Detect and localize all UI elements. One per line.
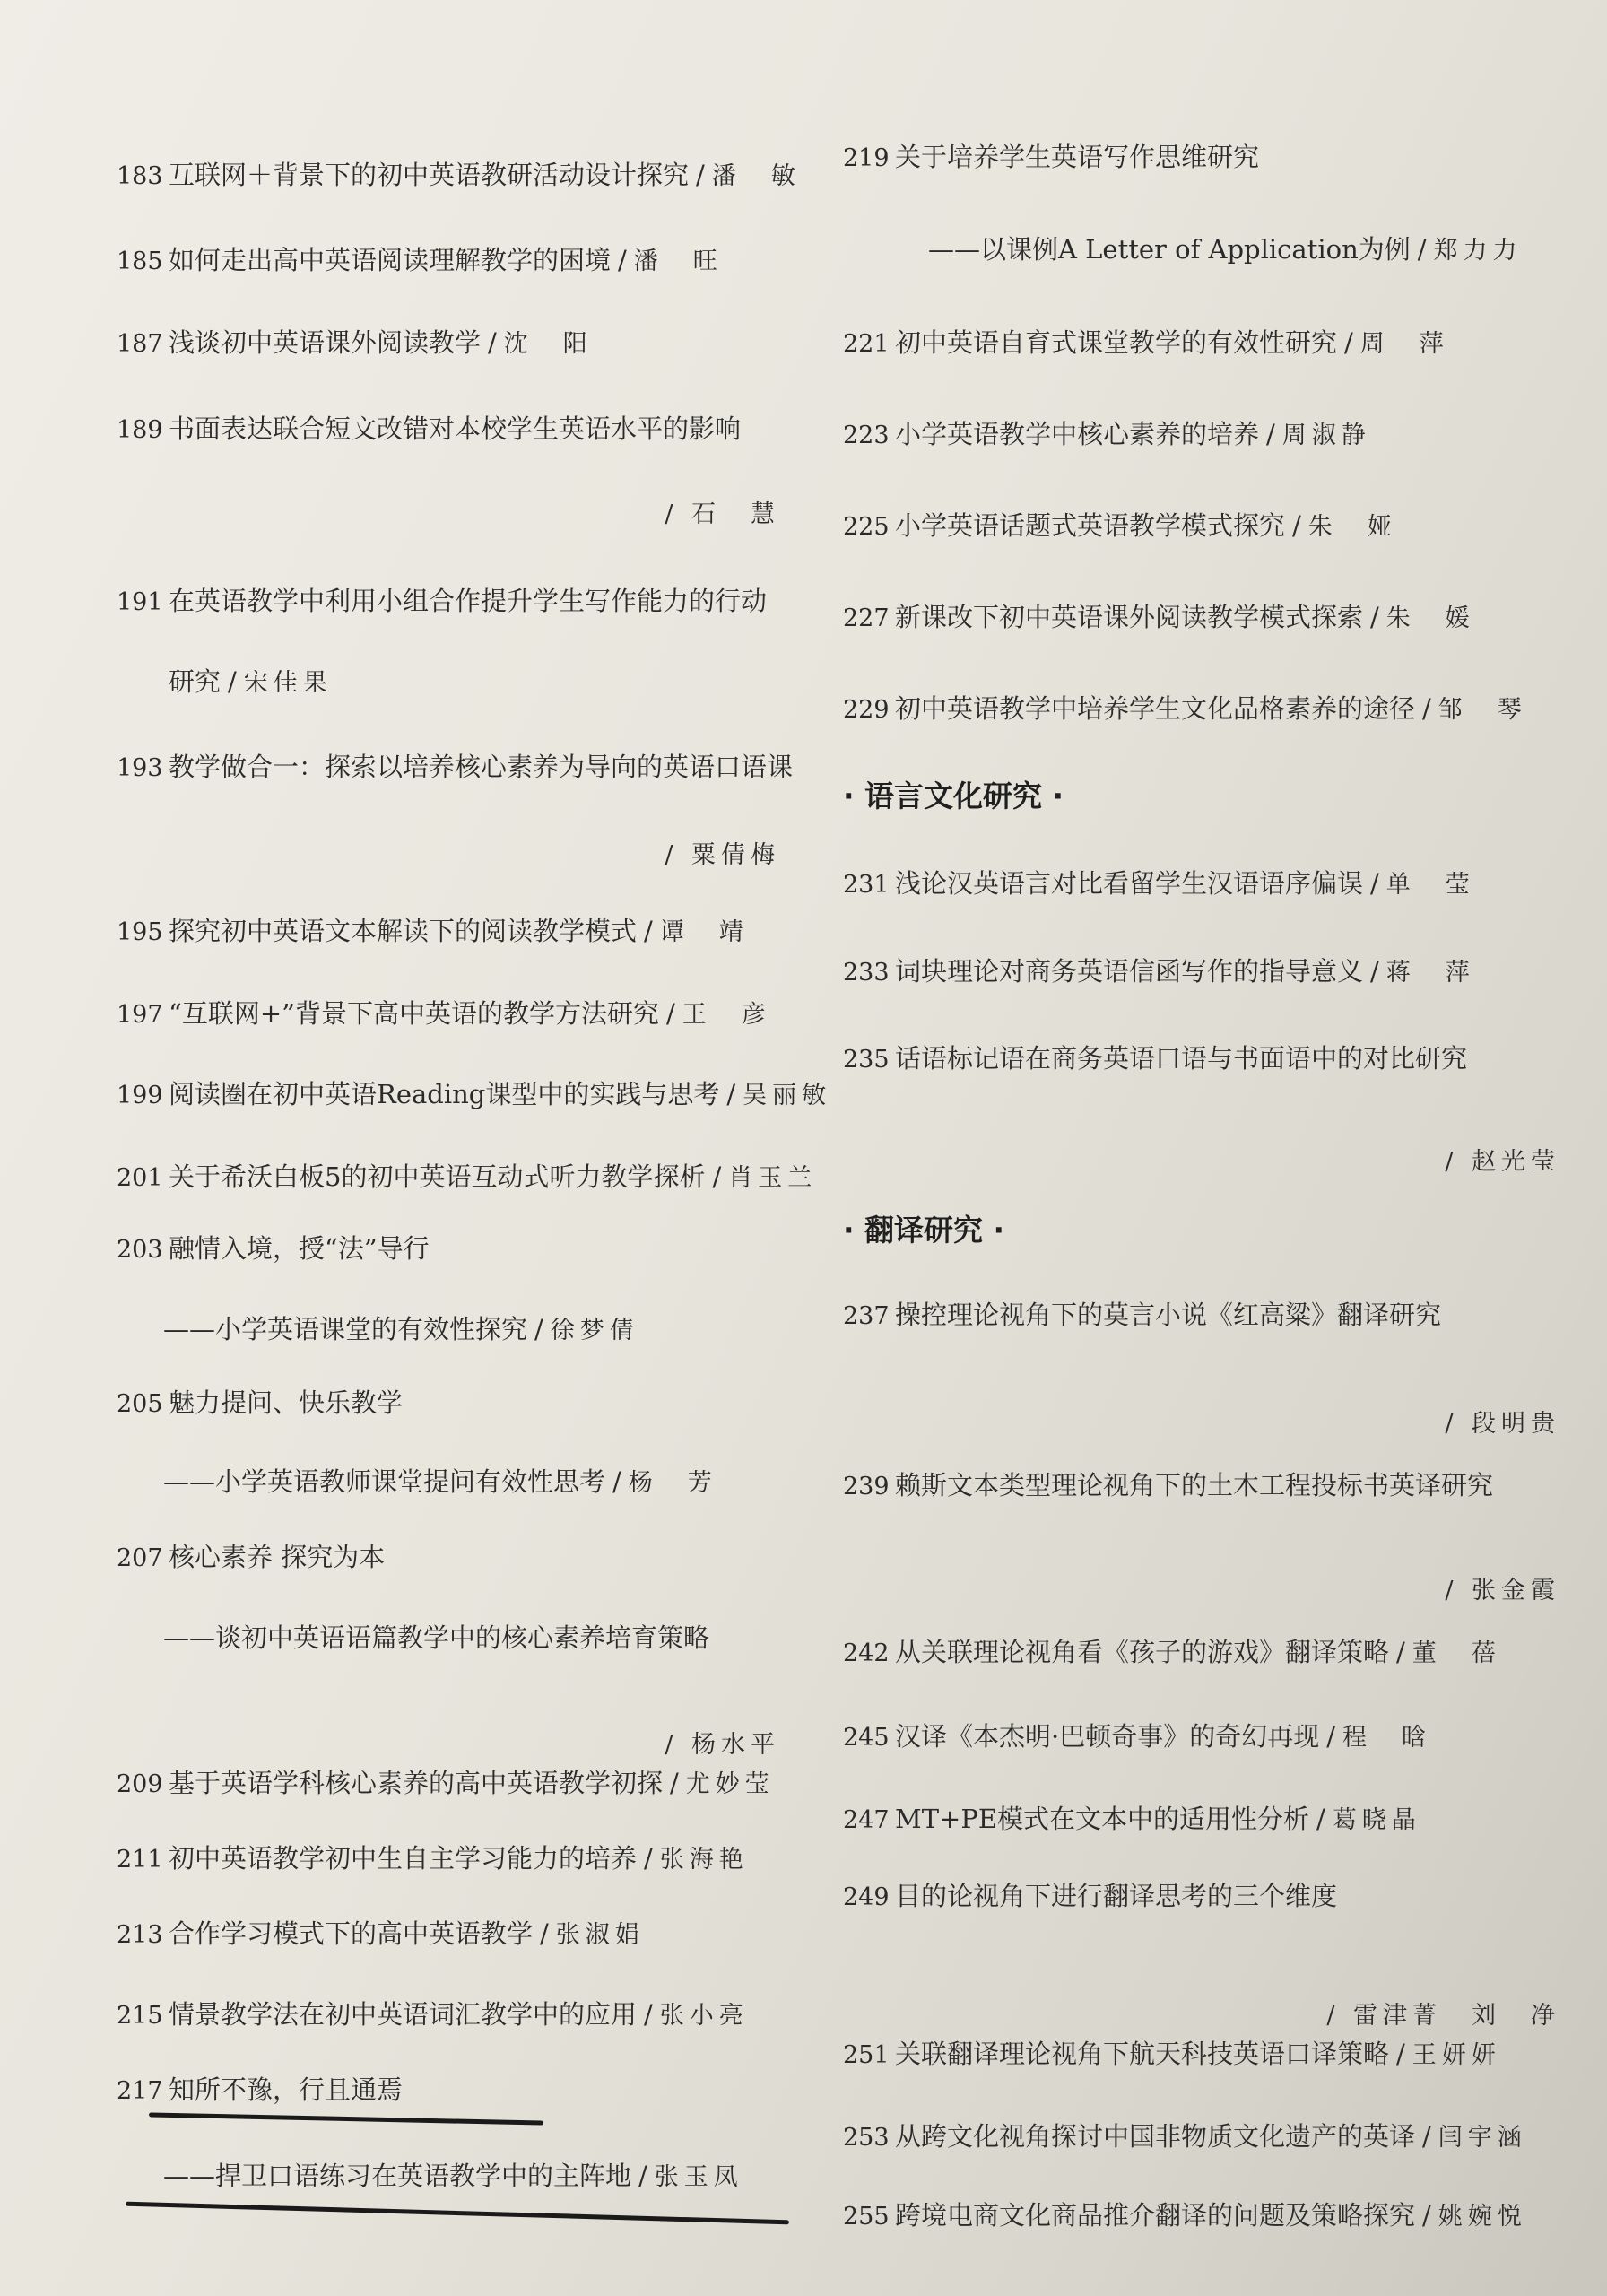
page-number: 193 (117, 754, 163, 782)
article-title: 新课改下初中英语课外阅读教学模式探索 (895, 602, 1364, 632)
toc-entry (843, 1467, 1596, 1505)
page-number: 251 (843, 2041, 890, 2069)
left-column (117, 0, 832, 2296)
toc-entry: 199 阅读圈在初中英语Reading课型中的实践与思考 / 吴丽敏 (117, 1076, 816, 1114)
toc-entry (117, 1231, 816, 1268)
handwritten-underline (126, 2202, 789, 2225)
page-number: 183 (117, 162, 163, 190)
article-author: 王妍妍 (1412, 2041, 1501, 2069)
page-number: 199 (117, 1082, 163, 1109)
article-title: 小学英语话题式英语教学模式探究 (895, 510, 1286, 541)
article-author: 邹 琴 (1438, 696, 1527, 724)
article-title: 书面表达联合短文改错对本校学生英语水平的影响 (169, 413, 742, 444)
article-title: MT+PE模式在文本中的适用性分析 (895, 1804, 1310, 1834)
article-author: 张海艳 (659, 1846, 749, 1874)
toc-entry (843, 1878, 1596, 1916)
toc-entry: 231 浅论汉英语言对比看留学生汉语语序偏误 / 单 莹 (843, 865, 1596, 903)
article-title: 赖斯文本类型理论视角下的土木工程投标书英译研究 (895, 1470, 1494, 1500)
article-author: 尤妙莹 (685, 1770, 775, 1798)
page-number: 205 (117, 1390, 163, 1418)
article-author: 沈 阳 (503, 330, 593, 358)
toc-entry: 213 合作学习模式下的高中英语教学 / 张淑娟 (117, 1916, 816, 1953)
page-number: 229 (843, 696, 890, 724)
page-number: 209 (117, 1770, 163, 1798)
article-title: “互联网+”背景下高中英语的教学方法研究 (169, 998, 659, 1029)
article-title: 初中英语教学初中生自主学习能力的培养 (169, 1843, 638, 1874)
page-number: 219 (843, 144, 890, 172)
article-author: 潘 旺 (633, 248, 723, 275)
toc-entry (117, 583, 816, 621)
toc-entry (843, 1297, 1596, 1335)
article-subtitle: ——小学英语教师课堂提问有效性思考 (163, 1466, 606, 1497)
toc-entry: 251 关联翻译理论视角下航天科技英语口译策略 / 王妍妍 (843, 2036, 1596, 2074)
article-author: 宋佳果 (243, 669, 333, 697)
page-number: 217 (117, 2077, 163, 2105)
article-author: 朱 娅 (1307, 513, 1397, 541)
article-author: 肖玉兰 (728, 1164, 818, 1192)
article-author: 朱 媛 (1385, 604, 1475, 632)
article-title: 关于培养学生英语写作思维研究 (895, 142, 1260, 172)
toc-author-line (843, 1143, 1596, 1180)
article-author: 董 蓓 (1412, 1639, 1501, 1667)
article-author: 周 萍 (1359, 330, 1449, 358)
section-heading-language-culture: · 语言文化研究 · (843, 778, 1064, 813)
toc-entry: 201 关于希沃白板5的初中英语互动式听力教学探析 / 肖玉兰 (117, 1159, 816, 1196)
article-title: 魅力提问、快乐教学 (169, 1387, 404, 1418)
toc-entry: 211 初中英语教学初中生自主学习能力的培养 / 张海艳 (117, 1840, 816, 1878)
article-subtitle: ——捍卫口语练习在英语教学中的主阵地 (163, 2161, 632, 2191)
toc-author-line (117, 1726, 816, 1763)
page-number: 255 (843, 2203, 890, 2231)
article-author: / 段明贵 (1445, 1410, 1560, 1438)
article-author: 葛晓晶 (1332, 1806, 1421, 1834)
page-number: 239 (843, 1473, 890, 1500)
article-author: / 雷津菁 刘 净 (1326, 2002, 1560, 2030)
page-number: 247 (843, 1806, 890, 1834)
page-number: 237 (843, 1302, 890, 1330)
article-title: 话语标记语在商务英语口语与书面语中的对比研究 (895, 1043, 1468, 1074)
page-number: 197 (117, 1001, 163, 1029)
article-author: 周淑静 (1281, 422, 1371, 449)
article-title: 融情入境，授“法”导行 (169, 1233, 430, 1264)
right-column (843, 0, 1596, 2296)
page-number: 207 (117, 1544, 163, 1572)
article-author: 王 彦 (682, 1001, 771, 1029)
toc-author-line (843, 1571, 1596, 1609)
article-title: 浅论汉英语言对比看留学生汉语语序偏误 (895, 868, 1364, 899)
article-title: 合作学习模式下的高中英语教学 (169, 1918, 534, 1949)
page-number: 242 (843, 1639, 890, 1667)
toc-entry (117, 749, 816, 787)
toc-entry (843, 1040, 1596, 1078)
toc-entry-subtitle: ——小学英语教师课堂提问有效性思考 / 杨 芳 (163, 1466, 717, 1497)
toc-entry-subtitle: ——以课例A Letter of Application为例 / 郑力力 (928, 234, 1523, 265)
page-number: 195 (117, 918, 163, 946)
article-author: 张淑娟 (555, 1921, 645, 1949)
toc-author-line (843, 1996, 1596, 2034)
page-number: 215 (117, 2002, 163, 2030)
page-number: 231 (843, 871, 890, 899)
article-author: 徐梦倩 (550, 1317, 639, 1344)
article-title: 从跨文化视角探讨中国非物质文化遗产的英译 (895, 2121, 1416, 2152)
page-number: 185 (117, 248, 163, 275)
article-author: 吴丽敏 (743, 1082, 832, 1109)
toc-entry: 253 从跨文化视角探讨中国非物质文化遗产的英译 / 闫宇涵 (843, 2118, 1596, 2156)
toc-entry: 233 词块理论对商务英语信函写作的指导意义 / 蒋 萍 (843, 953, 1596, 991)
article-author: 谭 靖 (659, 918, 749, 946)
article-author: 闫宇涵 (1438, 2124, 1527, 2152)
article-author: / 张金霞 (1445, 1577, 1560, 1605)
article-subtitle: ——谈初中英语语篇教学中的核心素养培育策略 (163, 1622, 710, 1653)
toc-author-line (843, 1405, 1596, 1442)
toc-entry-subtitle (117, 1620, 816, 1656)
article-author: / 赵光莹 (1445, 1148, 1560, 1176)
handwritten-underline (149, 2112, 543, 2125)
page-number: 213 (117, 1921, 163, 1949)
article-title: 操控理论视角下的莫言小说《红高粱》翻译研究 (895, 1300, 1442, 1330)
page-number: 235 (843, 1046, 890, 1074)
article-author: 程 晗 (1342, 1724, 1432, 1752)
article-title: 关联翻译理论视角下航天科技英语口译策略 (895, 2039, 1390, 2069)
toc-entry: 195 探究初中英语文本解读下的阅读教学模式 / 谭 靖 (117, 913, 816, 951)
article-title: 在英语教学中利用小组合作提升学生写作能力的行动 (169, 586, 768, 616)
article-title: 汉译《本杰明·巴顿奇事》的奇幻再现 (895, 1721, 1320, 1752)
page-number: 225 (843, 513, 890, 541)
article-title: 互联网＋背景下的初中英语教研活动设计探究 (169, 160, 690, 190)
article-author: 郑力力 (1433, 237, 1523, 265)
toc-entry-continued: 研究 / 宋佳果 (169, 666, 333, 697)
toc-entry: 215 情景教学法在初中英语词汇教学中的应用 / 张小亮 (117, 1996, 816, 2034)
toc-entry (117, 411, 816, 448)
page-number: 187 (117, 330, 163, 358)
toc-entry: 221 初中英语自育式课堂教学的有效性研究 / 周 萍 (843, 325, 1596, 362)
article-title: 知所不豫，行且通焉 (169, 2074, 404, 2105)
article-author: 张玉凤 (654, 2163, 743, 2191)
toc-entry: 183 互联网＋背景下的初中英语教研活动设计探究 / 潘 敏 (117, 157, 816, 195)
page-number: 201 (117, 1164, 163, 1192)
article-title: 阅读圈在初中英语Reading课型中的实践与思考 (169, 1079, 720, 1109)
article-subtitle: ——小学英语课堂的有效性探究 (163, 1314, 528, 1344)
article-author: 单 莹 (1385, 871, 1475, 899)
toc-entry (843, 139, 1596, 177)
article-title: 从关联理论视角看《孩子的游戏》翻译策略 (895, 1637, 1390, 1667)
article-author: 蒋 萍 (1385, 959, 1475, 987)
page-number: 211 (117, 1846, 163, 1874)
toc-entry: 255 跨境电商文化商品推介翻译的问题及策略探究 / 姚婉悦 (843, 2197, 1596, 2235)
toc-entry (117, 2072, 816, 2109)
page-number: 189 (117, 416, 163, 444)
toc-author-line (117, 495, 816, 533)
toc-entry: 227 新课改下初中英语课外阅读教学模式探索 / 朱 媛 (843, 599, 1596, 637)
page-number: 223 (843, 422, 890, 449)
toc-author-line (117, 836, 816, 874)
article-title: 基于英语学科核心素养的高中英语教学初探 (169, 1768, 664, 1798)
toc-entry: 223 小学英语教学中核心素养的培养 / 周淑静 (843, 416, 1596, 454)
toc-entry: 242 从关联理论视角看《孩子的游戏》翻译策略 / 董 蓓 (843, 1634, 1596, 1672)
article-author: 潘 敏 (711, 162, 801, 190)
article-title: 核心素养 探究为本 (169, 1542, 386, 1572)
article-title: 浅谈初中英语课外阅读教学 (169, 327, 482, 358)
section-heading-translation: · 翻译研究 · (843, 1213, 1005, 1248)
page-number: 253 (843, 2124, 890, 2152)
article-title: 目的论视角下进行翻译思考的三个维度 (895, 1881, 1338, 1911)
article-author: / 粟倩梅 (665, 841, 780, 869)
page-number: 249 (843, 1883, 890, 1911)
toc-entry: 245 汉译《本杰明·巴顿奇事》的奇幻再现 / 程 晗 (843, 1718, 1596, 1756)
toc-entry (117, 1385, 816, 1422)
article-title: 词块理论对商务英语信函写作的指导意义 (895, 956, 1364, 987)
article-title: 教学做合一：探索以培养核心素养为导向的英语口语课 (169, 752, 794, 782)
toc-entry (117, 1539, 816, 1577)
toc-entry-subtitle: ——小学英语课堂的有效性探究 / 徐梦倩 (163, 1314, 639, 1344)
toc-entry: 209 基于英语学科核心素养的高中英语教学初探 / 尤妙莹 (117, 1765, 816, 1803)
article-subtitle: ——以课例A Letter of Application为例 (928, 234, 1411, 265)
page-number: 221 (843, 330, 890, 358)
toc-entry: 187 浅谈初中英语课外阅读教学 / 沈 阳 (117, 325, 816, 362)
article-title: 如何走出高中英语阅读理解教学的困境 (169, 245, 612, 275)
toc-entry: 247 MT+PE模式在文本中的适用性分析 / 葛晓晶 (843, 1801, 1596, 1839)
toc-entry: 229 初中英语教学中培养学生文化品格素养的途径 / 邹 琴 (843, 691, 1596, 728)
page-number: 203 (117, 1236, 163, 1264)
article-author: 张小亮 (659, 2002, 749, 2030)
toc-entry: 225 小学英语话题式英语教学模式探究 / 朱 娅 (843, 508, 1596, 545)
article-title: 初中英语教学中培养学生文化品格素养的途径 (895, 693, 1416, 724)
article-author: / 石 慧 (665, 500, 780, 528)
article-author: 杨 芳 (628, 1469, 717, 1497)
page-number: 245 (843, 1724, 890, 1752)
article-title: 探究初中英语文本解读下的阅读教学模式 (169, 916, 638, 946)
article-title-continued: 研究 (169, 666, 222, 697)
toc-entry-subtitle: ——捍卫口语练习在英语教学中的主阵地 / 张玉凤 (163, 2161, 743, 2191)
article-title: 初中英语自育式课堂教学的有效性研究 (895, 327, 1338, 358)
article-title: 小学英语教学中核心素养的培养 (895, 419, 1260, 449)
page-number: 233 (843, 959, 890, 987)
article-title: 情景教学法在初中英语词汇教学中的应用 (169, 1999, 638, 2030)
article-title: 关于希沃白板5的初中英语互动式听力教学探析 (169, 1161, 706, 1192)
article-title: 跨境电商文化商品推介翻译的问题及策略探究 (895, 2200, 1416, 2231)
toc-entry: 185 如何走出高中英语阅读理解教学的困境 / 潘 旺 (117, 242, 816, 280)
page-number: 191 (117, 588, 163, 616)
page-number: 227 (843, 604, 890, 632)
article-author: / 杨水平 (665, 1731, 780, 1759)
toc-entry: 197 “互联网+”背景下高中英语的教学方法研究 / 王 彦 (117, 996, 816, 1033)
article-author: 姚婉悦 (1438, 2203, 1527, 2231)
